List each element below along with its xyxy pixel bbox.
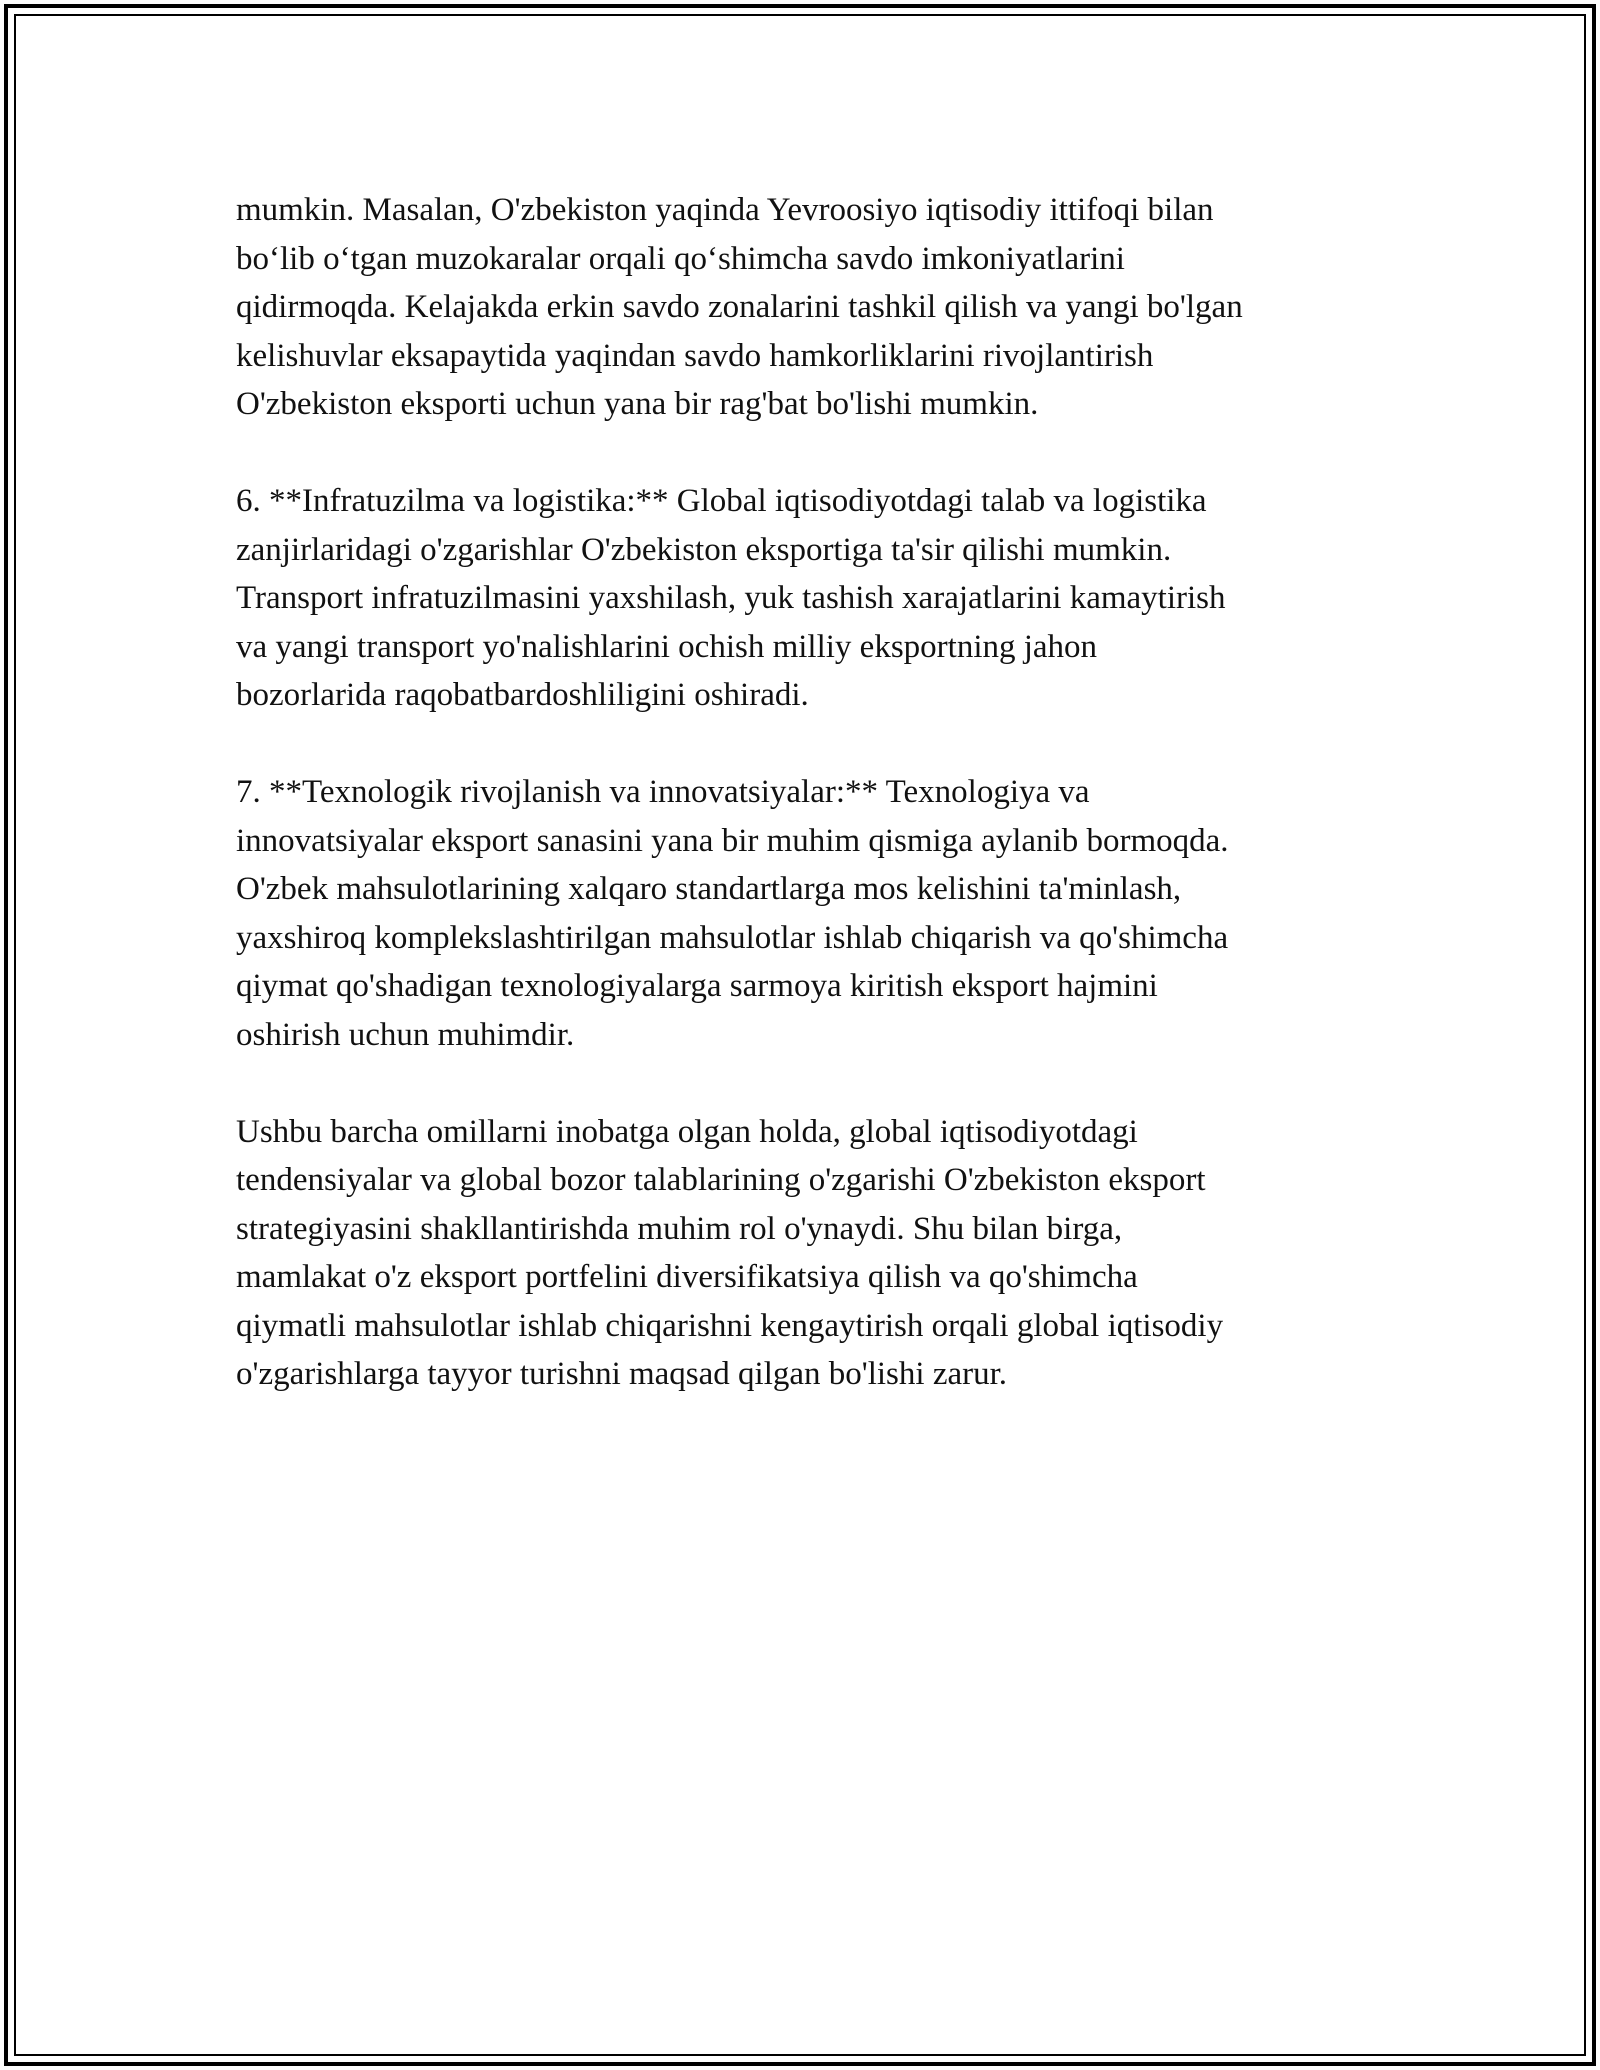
paragraph-conclusion: Ushbu barcha omillarni inobatga olgan holda, global iqtisodiyotdagi tendensiyalar va global bozor talablarining o'zgarishi O'zbekiston eksport strategiyasini shakllantirishda muhim rol o'ynaydi. Shu bilan birga, mamlakat o'z eksport portfelini diversifikatsiya qilish va qo'shimcha qiymatli mahsulotlar ishlab chiqarishni kengaytirish orqali global iqtisodiy o'zgarishlarga tayyor turishni maqsad qilgan bo'lishi zarur.: [236, 1113, 1224, 1392]
paragraph-trade-agreements: mumkin. Masalan, O'zbekiston yaqinda Yevroosiyo iqtisodiy ittifoqi bilan bo‘lib o‘tgan muzokaralar orqali qo‘shimcha savdo imkoniyatlarini qidirmoqda. Kelajakda erkin savdo zonalarini tashkil qilish va yangi bo'lgan kelishuvlar eksapaytida yaqindan savdo hamkorliklarini rivojlantirish O'zbekiston eksporti uchun yana bir rag'bat bo'lishi mumkin.: [236, 192, 1243, 422]
paragraph-technology-innovation: 7. **Texnologik rivojlanish va innovatsiyalar:** Texnologiya va innovatsiyalar eksport sanasini yana bir muhim qismiga aylanib bormoqda. O'zbek mahsulotlarining xalqaro standartlarga mos kelishini ta'minlash, yaxshiroq komplekslashtirilgan mahsulotlar ishlab chiqarish va qo'shimcha qiymat qo'shadigan texnologiyalarga sarmoya kiritish eksport hajmini oshirish uchun muhimdir.: [236, 774, 1229, 1053]
document-body: [236, 186, 1376, 1447]
paragraph-infrastructure-logistics: 6. **Infratuzilma va logistika:** Global iqtisodiyotdagi talab va logistika zanjirlaridagi o'zgarishlar O'zbekiston eksportiga ta'sir qilishi mumkin. Transport infratuzilmasini yaxshilash, yuk tashish xarajatlarini kamaytirish va yangi transport yo'nalishlarini ochish milliy eksportning jahon bozorlarida raqobatbardoshliligini oshiradi.: [236, 483, 1226, 713]
